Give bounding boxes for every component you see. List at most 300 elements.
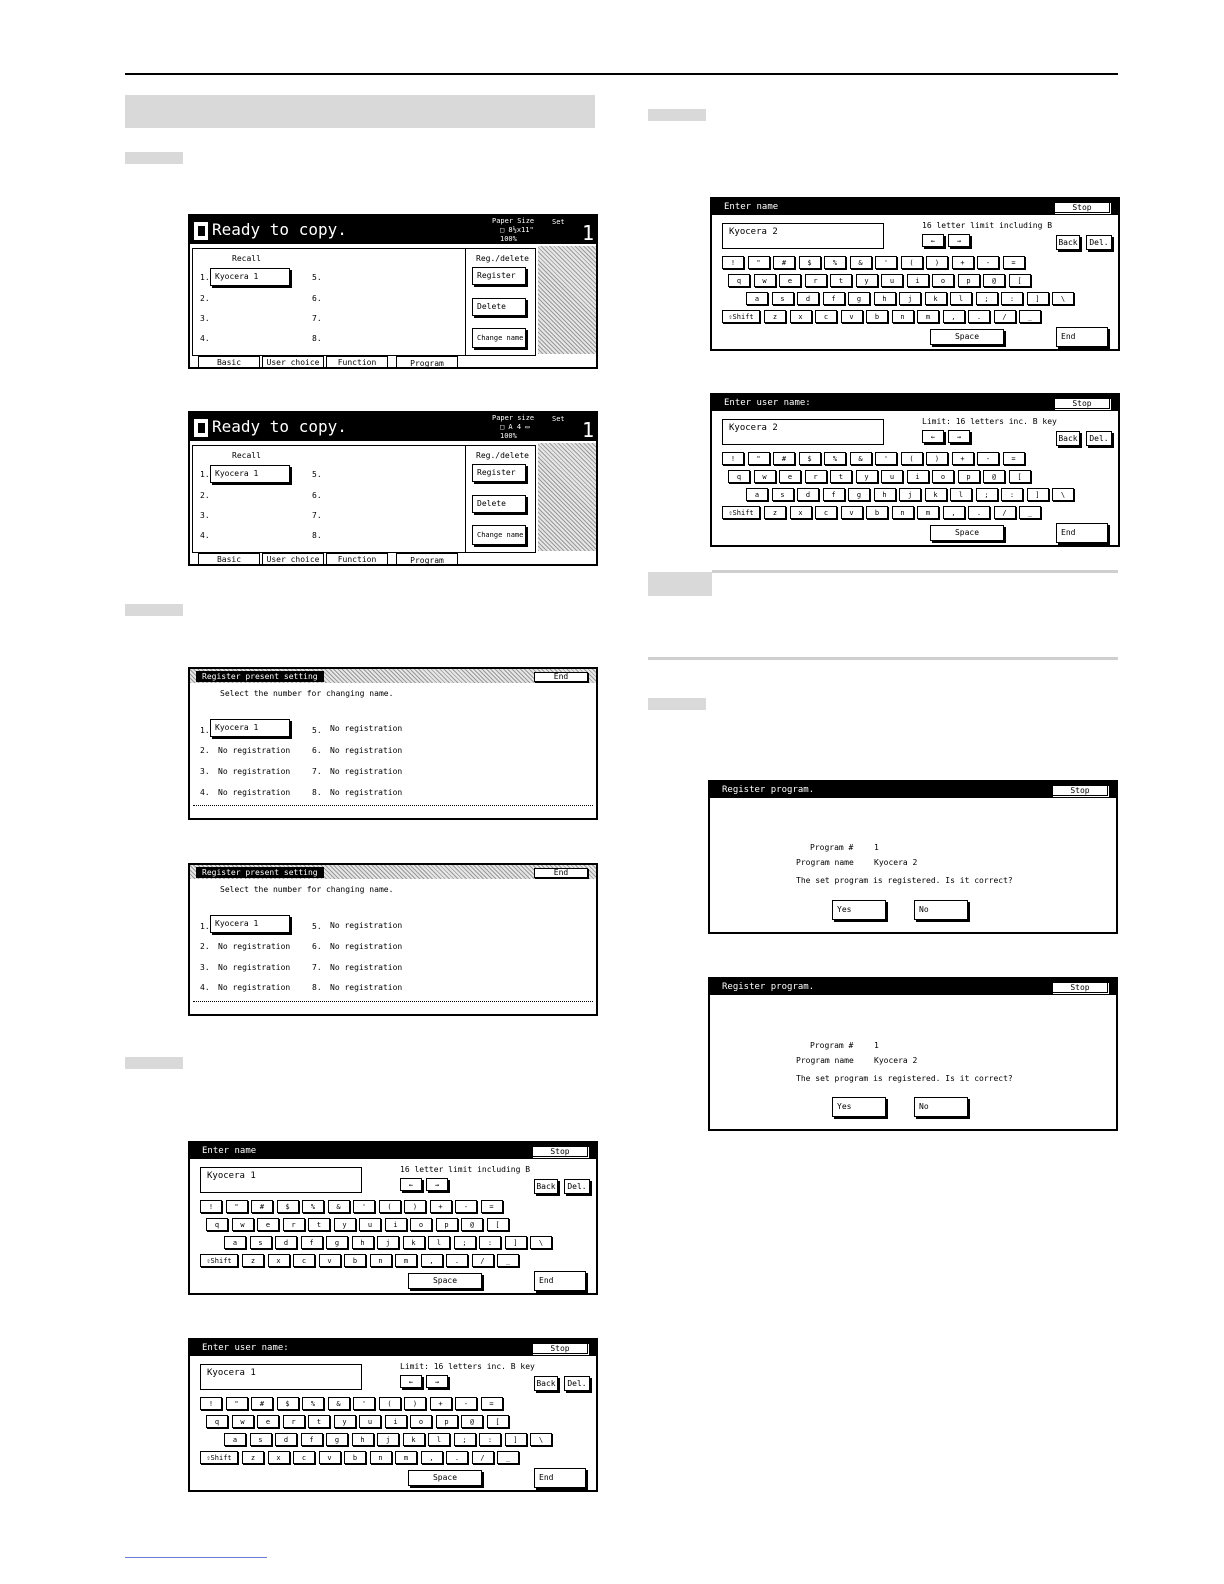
delete-button[interactable]: Del. (1086, 431, 1112, 446)
back-button[interactable]: Back (534, 1376, 558, 1391)
copy-count: 1 (582, 418, 595, 442)
hatched-area (538, 443, 596, 551)
key-row4-8[interactable]: . (446, 1451, 468, 1464)
note-bottom-rule (648, 657, 1118, 660)
name-entry-field[interactable]: Kyocera 2 (722, 223, 884, 249)
register-setting-screen (188, 667, 598, 820)
key-row3-0[interactable]: a (224, 1236, 246, 1249)
key-row2-11[interactable]: [ (1009, 470, 1031, 483)
key-row4-3[interactable]: v (319, 1451, 341, 1464)
key-row1-7[interactable]: ( (901, 452, 923, 465)
key-row1-0[interactable]: ! (200, 1397, 222, 1410)
key-row3-2[interactable]: d (275, 1236, 297, 1249)
key-row4-3[interactable]: v (319, 1254, 341, 1267)
key-row4-1[interactable]: x (790, 310, 812, 323)
slot-item[interactable]: No registration (218, 788, 291, 797)
tab-program[interactable]: Program (396, 356, 458, 369)
delete-button[interactable]: Delete (472, 298, 526, 316)
key-row3-10[interactable]: : (1001, 488, 1023, 501)
key-row2-0[interactable]: q (206, 1218, 228, 1231)
yes-button[interactable]: Yes (832, 1097, 886, 1117)
stop-button[interactable]: Stop (1052, 785, 1108, 796)
key-row2-9[interactable]: p (958, 274, 980, 287)
key-row2-9[interactable]: p (436, 1218, 458, 1231)
slot-1-button[interactable]: Kyocera 1 (210, 719, 290, 737)
key-row4-6[interactable]: m (917, 310, 939, 323)
key-row2-10[interactable]: @ (983, 470, 1005, 483)
slot-item[interactable]: No registration (218, 767, 291, 776)
key-row3-8[interactable]: l (428, 1236, 450, 1249)
key-row2-11[interactable]: [ (487, 1218, 509, 1231)
key-row4-4[interactable]: b (344, 1451, 366, 1464)
key-row4-2[interactable]: c (293, 1451, 315, 1464)
name-entry-field[interactable]: Kyocera 2 (722, 419, 884, 445)
key-row1-1[interactable]: " (226, 1200, 248, 1213)
key-row3-1[interactable]: s (250, 1433, 272, 1446)
key-row3-4[interactable]: g (848, 292, 870, 305)
key-row4-0[interactable]: z (764, 310, 786, 323)
name-entry-field[interactable]: Kyocera 1 (200, 1167, 362, 1193)
key-row1-11[interactable]: = (1003, 256, 1025, 269)
key-row1-9[interactable]: + (430, 1397, 452, 1410)
tab-basic[interactable]: Basic (198, 553, 260, 565)
key-row3-3[interactable]: f (301, 1236, 323, 1249)
key-row1-7[interactable]: ( (901, 256, 923, 269)
key-row2-5[interactable]: y (334, 1218, 356, 1231)
shift-button[interactable]: ⇧Shift (722, 506, 760, 519)
key-row4-3[interactable]: v (841, 506, 863, 519)
key-row3-5[interactable]: h (874, 292, 896, 305)
key-row1-8[interactable]: ) (926, 452, 948, 465)
stop-button[interactable]: Stop (1054, 398, 1110, 409)
key-row3-10[interactable]: : (479, 1236, 501, 1249)
key-row2-6[interactable]: u (881, 274, 903, 287)
key-row1-4[interactable]: % (302, 1200, 324, 1213)
no-button[interactable]: No (914, 900, 968, 920)
key-row2-2[interactable]: e (257, 1218, 279, 1231)
key-row4-6[interactable]: m (395, 1254, 417, 1267)
key-row4-10[interactable]: _ (497, 1254, 519, 1267)
key-row1-11[interactable]: = (481, 1200, 503, 1213)
copy-screen-inch (188, 214, 598, 369)
step-marker (125, 1057, 183, 1069)
key-row4-7[interactable]: , (421, 1254, 443, 1267)
shift-button[interactable]: ⇧Shift (200, 1451, 238, 1464)
key-row2-10[interactable]: @ (983, 274, 1005, 287)
space-button[interactable]: Space (408, 1273, 482, 1289)
key-row1-7[interactable]: ( (379, 1200, 401, 1213)
key-row2-7[interactable]: i (385, 1415, 407, 1428)
key-row3-0[interactable]: a (224, 1433, 246, 1446)
slot-1-button[interactable]: Kyocera 1 (210, 915, 290, 933)
stop-button[interactable]: Stop (1054, 202, 1110, 213)
stop-button[interactable]: Stop (532, 1146, 588, 1157)
key-row4-7[interactable]: , (943, 506, 965, 519)
paper-size-value: □ A 4 ▭ (500, 423, 530, 431)
slot-item[interactable]: No registration (218, 963, 291, 972)
key-row2-5[interactable]: y (856, 470, 878, 483)
key-row1-8[interactable]: ) (404, 1397, 426, 1410)
key-row2-4[interactable]: t (830, 274, 852, 287)
key-row1-5[interactable]: & (850, 452, 872, 465)
key-row1-5[interactable]: & (850, 256, 872, 269)
slot-number: 8. (312, 788, 322, 797)
end-button[interactable]: End (534, 1271, 586, 1291)
key-row3-12[interactable]: \ (530, 1236, 552, 1249)
shift-button[interactable]: ⇧Shift (722, 310, 760, 323)
change-name-button[interactable]: Change name (472, 328, 526, 348)
end-button[interactable]: End (534, 1468, 586, 1488)
key-row2-2[interactable]: e (779, 470, 801, 483)
cursor-left-button[interactable]: ← (400, 1178, 422, 1191)
key-row3-11[interactable]: ] (505, 1433, 527, 1446)
key-row4-4[interactable]: b (866, 506, 888, 519)
key-row4-2[interactable]: c (815, 310, 837, 323)
enter-name-screen (188, 1141, 598, 1295)
recall-label: Recall (232, 254, 261, 263)
key-row4-10[interactable]: _ (1019, 310, 1041, 323)
end-button[interactable]: End (534, 868, 588, 878)
dialog-title: Register program. (710, 979, 1116, 995)
key-row2-7[interactable]: i (907, 470, 929, 483)
key-row1-1[interactable]: " (748, 256, 770, 269)
key-row1-5[interactable]: & (328, 1200, 350, 1213)
key-row4-4[interactable]: b (866, 310, 888, 323)
key-row3-6[interactable]: j (377, 1433, 399, 1446)
key-row3-5[interactable]: h (352, 1433, 374, 1446)
key-row4-8[interactable]: . (968, 506, 990, 519)
key-row2-1[interactable]: w (232, 1218, 254, 1231)
key-row1-3[interactable]: $ (277, 1200, 299, 1213)
key-row3-10[interactable]: : (479, 1433, 501, 1446)
key-row4-10[interactable]: _ (1019, 506, 1041, 519)
key-row4-2[interactable]: c (815, 506, 837, 519)
key-row3-11[interactable]: ] (1027, 488, 1049, 501)
key-row4-0[interactable]: z (242, 1451, 264, 1464)
slot-number: 1. (200, 726, 210, 735)
key-row1-11[interactable]: = (481, 1397, 503, 1410)
key-row1-1[interactable]: " (226, 1397, 248, 1410)
key-row3-9[interactable]: ; (976, 292, 998, 305)
key-row3-5[interactable]: h (874, 488, 896, 501)
key-row2-3[interactable]: r (805, 470, 827, 483)
key-row2-1[interactable]: w (754, 470, 776, 483)
key-row1-9[interactable]: + (952, 452, 974, 465)
key-row4-8[interactable]: . (968, 310, 990, 323)
footer-link-rule (125, 1557, 267, 1558)
key-row3-7[interactable]: k (925, 488, 947, 501)
key-row4-9[interactable]: / (472, 1451, 494, 1464)
key-row3-0[interactable]: a (746, 292, 768, 305)
key-row1-3[interactable]: $ (799, 452, 821, 465)
slot-number: 1. (200, 922, 210, 931)
key-row2-0[interactable]: q (728, 470, 750, 483)
key-row1-6[interactable]: ' (353, 1397, 375, 1410)
back-button[interactable]: Back (1056, 431, 1080, 446)
delete-button[interactable]: Del. (1086, 235, 1112, 250)
key-row4-4[interactable]: b (344, 1254, 366, 1267)
key-row1-1[interactable]: " (748, 452, 770, 465)
tab-function[interactable]: Function (326, 356, 388, 368)
key-row1-8[interactable]: ) (926, 256, 948, 269)
key-row3-9[interactable]: ; (454, 1433, 476, 1446)
slot-item[interactable]: No registration (330, 942, 403, 951)
name-entry-field[interactable]: Kyocera 1 (200, 1364, 362, 1390)
key-row4-0[interactable]: z (764, 506, 786, 519)
key-row3-5[interactable]: h (352, 1236, 374, 1249)
slot-item[interactable]: No registration (218, 746, 291, 755)
slot-item[interactable]: No registration (218, 942, 291, 951)
key-row1-10[interactable]: - (977, 256, 999, 269)
key-row2-6[interactable]: u (881, 470, 903, 483)
dialog-title: Enter name (190, 1143, 596, 1159)
space-button[interactable]: Space (930, 329, 1004, 345)
key-row1-0[interactable]: ! (200, 1200, 222, 1213)
key-row4-5[interactable]: n (370, 1254, 392, 1267)
key-row3-6[interactable]: j (899, 292, 921, 305)
key-row3-11[interactable]: ] (1027, 292, 1049, 305)
slot-item[interactable]: No registration (330, 788, 403, 797)
key-row1-9[interactable]: + (952, 256, 974, 269)
key-row3-3[interactable]: f (823, 488, 845, 501)
slot-number: 5. (312, 922, 322, 931)
key-row1-5[interactable]: & (328, 1397, 350, 1410)
key-row2-7[interactable]: i (907, 274, 929, 287)
slot-number: 7. (312, 963, 322, 972)
key-row2-5[interactable]: y (334, 1415, 356, 1428)
key-row3-6[interactable]: j (899, 488, 921, 501)
key-row2-10[interactable]: @ (461, 1415, 483, 1428)
key-row3-12[interactable]: \ (1052, 292, 1074, 305)
key-row3-2[interactable]: d (797, 292, 819, 305)
key-row1-4[interactable]: % (302, 1397, 324, 1410)
top-rule (125, 73, 1118, 75)
key-row3-6[interactable]: j (377, 1236, 399, 1249)
slot-item[interactable]: No registration (330, 767, 403, 776)
key-row2-6[interactable]: u (359, 1218, 381, 1231)
program-1-button[interactable]: Kyocera 1 (210, 465, 290, 483)
key-row3-7[interactable]: k (403, 1236, 425, 1249)
key-row2-11[interactable]: [ (1009, 274, 1031, 287)
key-row3-4[interactable]: g (326, 1236, 348, 1249)
key-row3-8[interactable]: l (950, 292, 972, 305)
key-row2-11[interactable]: [ (487, 1415, 509, 1428)
key-row3-7[interactable]: k (925, 292, 947, 305)
tab-user-choice[interactable]: User choice (262, 356, 324, 368)
key-row1-6[interactable]: ' (875, 256, 897, 269)
key-row4-0[interactable]: z (242, 1254, 264, 1267)
slot-item[interactable]: No registration (330, 921, 403, 930)
key-row2-2[interactable]: e (779, 274, 801, 287)
key-row4-7[interactable]: , (943, 310, 965, 323)
key-row1-8[interactable]: ) (404, 1200, 426, 1213)
program-number: 2. (200, 294, 210, 303)
key-row1-9[interactable]: + (430, 1200, 452, 1213)
paper-size-label: Paper size (492, 414, 535, 422)
program-name-label: Program name (796, 858, 854, 867)
key-row3-3[interactable]: f (301, 1433, 323, 1446)
space-button[interactable]: Space (930, 525, 1004, 541)
cursor-right-button[interactable]: → (426, 1178, 448, 1191)
key-row2-4[interactable]: t (308, 1218, 330, 1231)
key-row3-1[interactable]: s (772, 292, 794, 305)
confirm-question: The set program is registered. Is it correct? (796, 876, 1013, 885)
key-row2-1[interactable]: w (754, 274, 776, 287)
key-row2-6[interactable]: u (359, 1415, 381, 1428)
key-row1-7[interactable]: ( (379, 1397, 401, 1410)
key-row3-8[interactable]: l (950, 488, 972, 501)
key-row1-2[interactable]: # (251, 1397, 273, 1410)
key-row3-8[interactable]: l (428, 1433, 450, 1446)
copy-count: 1 (582, 221, 595, 245)
cursor-left-button[interactable]: ← (922, 430, 944, 443)
key-row1-11[interactable]: = (1003, 452, 1025, 465)
yes-button[interactable]: Yes (832, 900, 886, 920)
key-row2-5[interactable]: y (856, 274, 878, 287)
key-row3-2[interactable]: d (797, 488, 819, 501)
key-row4-5[interactable]: n (892, 310, 914, 323)
key-row3-1[interactable]: s (772, 488, 794, 501)
key-row3-0[interactable]: a (746, 488, 768, 501)
key-row3-10[interactable]: : (1001, 292, 1023, 305)
slot-item[interactable]: No registration (218, 983, 291, 992)
change-name-button[interactable]: Change name (472, 525, 526, 545)
key-row4-6[interactable]: m (917, 506, 939, 519)
key-row2-3[interactable]: r (805, 274, 827, 287)
key-row2-3[interactable]: r (283, 1415, 305, 1428)
key-row3-9[interactable]: ; (976, 488, 998, 501)
space-button[interactable]: Space (408, 1470, 482, 1486)
key-row2-0[interactable]: q (728, 274, 750, 287)
key-row2-0[interactable]: q (206, 1415, 228, 1428)
key-row3-4[interactable]: g (848, 488, 870, 501)
key-row2-8[interactable]: o (932, 274, 954, 287)
key-row4-3[interactable]: v (841, 310, 863, 323)
delete-button[interactable]: Del. (564, 1376, 590, 1391)
key-row4-1[interactable]: x (790, 506, 812, 519)
key-row1-10[interactable]: - (455, 1397, 477, 1410)
key-row4-8[interactable]: . (446, 1254, 468, 1267)
key-row1-4[interactable]: % (824, 452, 846, 465)
key-row1-2[interactable]: # (773, 256, 795, 269)
program-number: 7. (312, 314, 322, 323)
key-row1-10[interactable]: - (455, 1200, 477, 1213)
letter-limit-text: Limit: 16 letters inc. B key (922, 417, 1057, 426)
slot-number: 2. (200, 942, 210, 951)
key-row3-2[interactable]: d (275, 1433, 297, 1446)
delete-button[interactable]: Del. (564, 1179, 590, 1194)
program-number: 7. (312, 511, 322, 520)
key-row4-9[interactable]: / (994, 506, 1016, 519)
delete-button[interactable]: Delete (472, 495, 526, 513)
no-button[interactable]: No (914, 1097, 968, 1117)
key-row3-12[interactable]: \ (530, 1433, 552, 1446)
back-button[interactable]: Back (1056, 235, 1080, 250)
tab-basic[interactable]: Basic (198, 356, 260, 368)
key-row1-3[interactable]: $ (277, 1397, 299, 1410)
key-row1-3[interactable]: $ (799, 256, 821, 269)
key-row1-0[interactable]: ! (722, 452, 744, 465)
key-row4-2[interactable]: c (293, 1254, 315, 1267)
key-row3-1[interactable]: s (250, 1236, 272, 1249)
key-row4-6[interactable]: m (395, 1451, 417, 1464)
stop-button[interactable]: Stop (1052, 982, 1108, 993)
key-row4-9[interactable]: / (472, 1254, 494, 1267)
end-button[interactable]: End (1056, 327, 1108, 347)
key-row1-6[interactable]: ' (353, 1200, 375, 1213)
key-row2-4[interactable]: t (308, 1415, 330, 1428)
key-row2-4[interactable]: t (830, 470, 852, 483)
letter-limit-text: 16 letter limit including B (400, 1165, 531, 1174)
program-1-button[interactable]: Kyocera 1 (210, 268, 290, 286)
key-row2-9[interactable]: p (958, 470, 980, 483)
slot-item[interactable]: No registration (330, 724, 403, 733)
cursor-left-button[interactable]: ← (400, 1375, 422, 1388)
key-row4-10[interactable]: _ (497, 1451, 519, 1464)
key-row3-12[interactable]: \ (1052, 488, 1074, 501)
tab-function[interactable]: Function (326, 553, 388, 565)
confirm-question: The set program is registered. Is it correct? (796, 1074, 1013, 1083)
key-row2-8[interactable]: o (410, 1415, 432, 1428)
cursor-left-button[interactable]: ← (922, 234, 944, 247)
cursor-right-button[interactable]: → (426, 1375, 448, 1388)
key-row1-0[interactable]: ! (722, 256, 744, 269)
slot-item[interactable]: No registration (330, 983, 403, 992)
key-row1-10[interactable]: - (977, 452, 999, 465)
cursor-right-button[interactable]: → (948, 234, 970, 247)
step-marker (125, 152, 183, 164)
key-row1-2[interactable]: # (773, 452, 795, 465)
key-row4-9[interactable]: / (994, 310, 1016, 323)
key-row1-6[interactable]: ' (875, 452, 897, 465)
key-row3-9[interactable]: ; (454, 1236, 476, 1249)
slot-item[interactable]: No registration (330, 746, 403, 755)
key-row4-1[interactable]: x (268, 1254, 290, 1267)
key-row3-11[interactable]: ] (505, 1236, 527, 1249)
key-row1-2[interactable]: # (251, 1200, 273, 1213)
end-button[interactable]: End (534, 672, 588, 682)
key-row3-3[interactable]: f (823, 292, 845, 305)
program-number: 6. (312, 294, 322, 303)
shift-button[interactable]: ⇧Shift (200, 1254, 238, 1267)
cursor-right-button[interactable]: → (948, 430, 970, 443)
key-row2-7[interactable]: i (385, 1218, 407, 1231)
key-row4-5[interactable]: n (370, 1451, 392, 1464)
register-button[interactable]: Register (472, 464, 526, 482)
key-row3-4[interactable]: g (326, 1433, 348, 1446)
end-button[interactable]: End (1056, 523, 1108, 543)
tab-user-choice[interactable]: User choice (262, 553, 324, 565)
key-row1-4[interactable]: % (824, 256, 846, 269)
key-row2-8[interactable]: o (410, 1218, 432, 1231)
key-row4-5[interactable]: n (892, 506, 914, 519)
key-row2-3[interactable]: r (283, 1218, 305, 1231)
slot-item[interactable]: No registration (330, 963, 403, 972)
dialog-title: Register program. (710, 782, 1116, 798)
key-row2-10[interactable]: @ (461, 1218, 483, 1231)
key-row2-8[interactable]: o (932, 470, 954, 483)
stop-button[interactable]: Stop (532, 1343, 588, 1354)
key-row2-2[interactable]: e (257, 1415, 279, 1428)
register-button[interactable]: Register (472, 267, 526, 285)
tab-program[interactable]: Program (396, 553, 458, 566)
key-row2-1[interactable]: w (232, 1415, 254, 1428)
key-row3-7[interactable]: k (403, 1433, 425, 1446)
key-row2-9[interactable]: p (436, 1415, 458, 1428)
key-row4-1[interactable]: x (268, 1451, 290, 1464)
back-button[interactable]: Back (534, 1179, 558, 1194)
key-row4-7[interactable]: , (421, 1451, 443, 1464)
